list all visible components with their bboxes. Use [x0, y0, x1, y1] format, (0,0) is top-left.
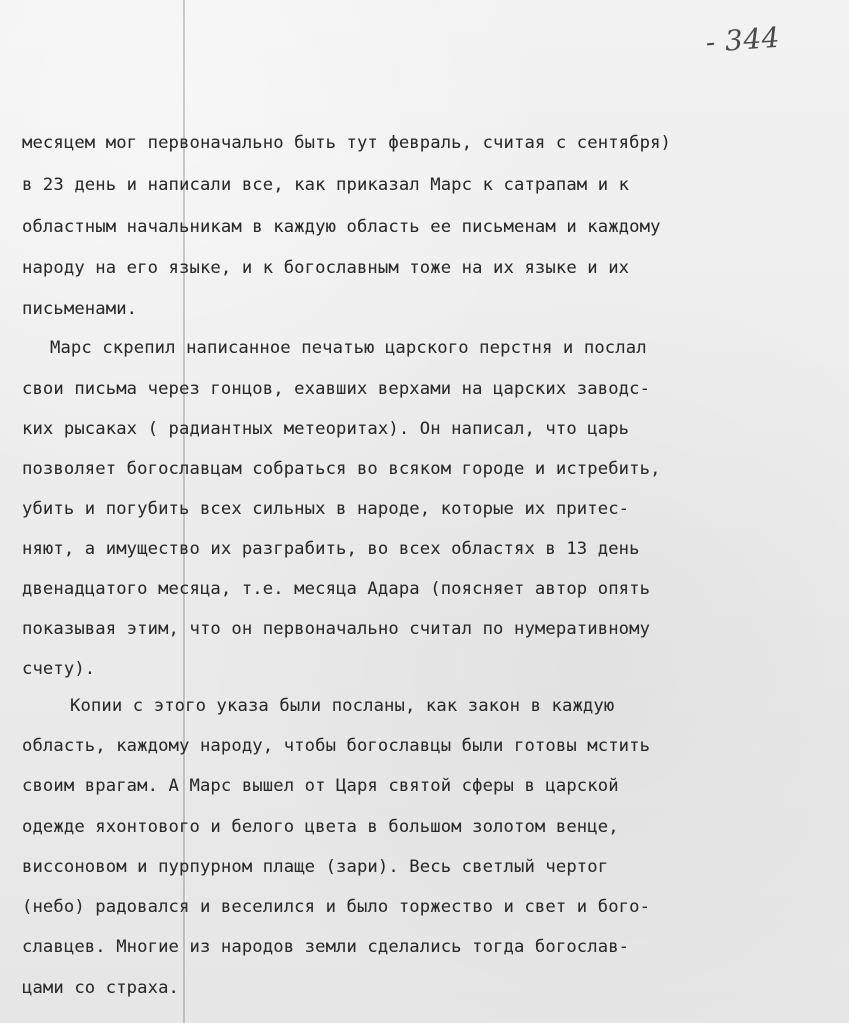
text-line-21: славцев. Многие из народов земли сделались тогда богослав-	[22, 937, 630, 957]
text-line-14: счету).	[22, 659, 96, 679]
text-line-9: позволяет богославцам собраться во всяком городе и истребить,	[22, 459, 661, 479]
text-line-17: своим врагам. А Марс вышел от Царя святой сферы в царской	[22, 776, 619, 796]
text-line-19: виссоновом и пурпурном плаще (зари). Весь светлый чертог	[22, 857, 609, 877]
text-line-1: месяцем мог первоначально быть тут февраль, считая с сентября)	[22, 133, 672, 153]
text-line-20: (небо) радовался и веселился и было торжество и свет и бого-	[22, 897, 651, 917]
text-line-11: няют, а имущество их разграбить, во всех областях в 13 день	[22, 539, 640, 559]
text-line-16: область, каждому народу, чтобы богославцы были готовы мстить	[22, 736, 651, 756]
text-line-2: в 23 день и написали все, как приказал Марс к сатрапам и к	[22, 175, 630, 195]
handwritten-page-number: - 344	[704, 20, 781, 59]
text-line-13: показывая этим, что он первоначально считал по нумеративному	[22, 619, 651, 639]
text-line-10: убить и погубить всех сильных в народе, которые их притес-	[22, 499, 630, 519]
text-line-7: свои письма через гонцов, ехавших верхами на царских заводс-	[22, 379, 651, 399]
text-line-22: цами со страха.	[22, 978, 180, 998]
text-line-8: ких рысаках ( радиантных метеоритах). Он написал, что царь	[22, 419, 630, 439]
text-line-12: двенадцатого месяца, т.е. месяца Адара (поясняет автор опять	[22, 579, 651, 599]
text-line-18: одежде яхонтового и белого цвета в большом золотом венце,	[22, 817, 619, 837]
text-line-6: Марс скрепил написанное печатью царского перстня и послал	[50, 338, 647, 358]
text-line-3: областным начальникам в каждую область ее письменам и каждому	[22, 217, 661, 237]
text-line-5: письменами.	[22, 299, 138, 319]
text-line-4: народу на его языке, и к богославным тоже на их языке и их	[22, 258, 630, 278]
text-line-15: Копии с этого указа были посланы, как закон в каждую	[70, 696, 615, 716]
